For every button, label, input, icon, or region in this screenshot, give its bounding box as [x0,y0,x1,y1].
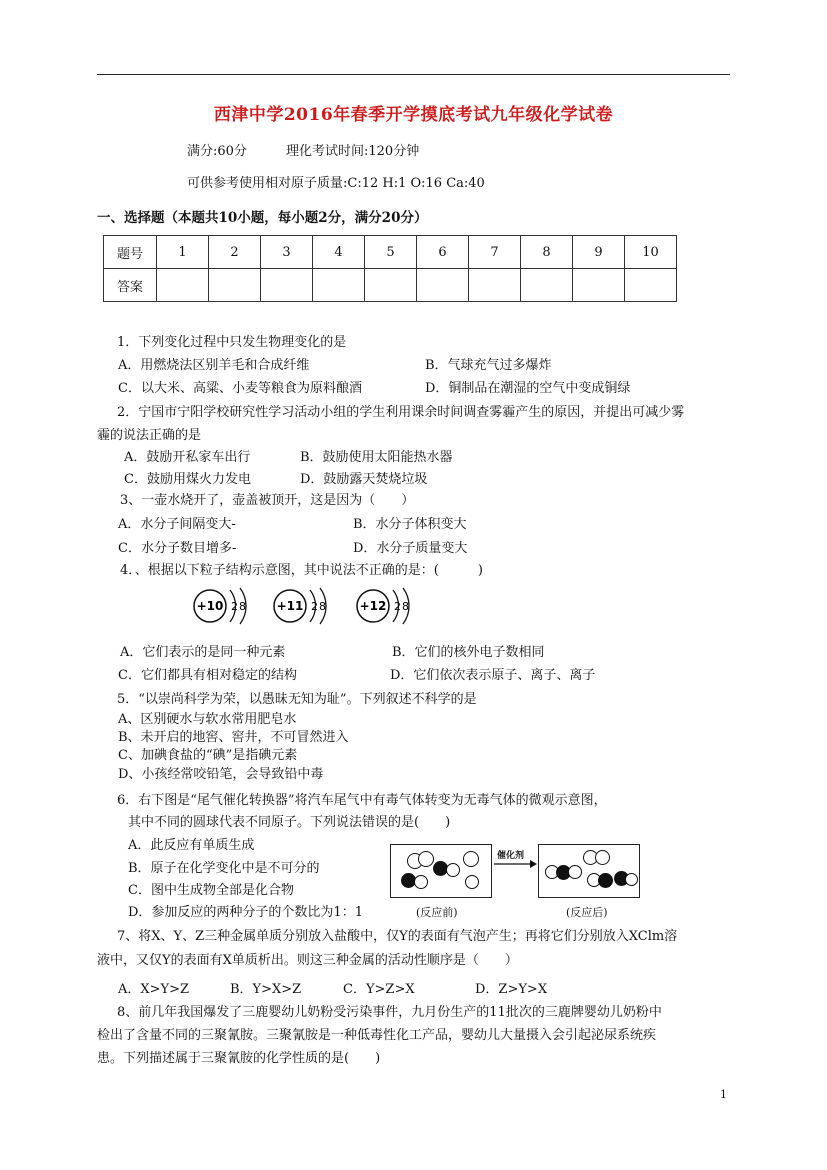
q7-option-d: D．Z>Y>X [475,982,548,997]
white-atom [625,873,638,886]
after-caption: (反应后) [566,906,608,919]
answer-cell[interactable] [573,269,625,302]
white-atom [568,865,582,879]
shell-count: 8 [239,600,246,613]
q5-option-a: A、区别硬水与软水常用肥皂水 [118,712,297,727]
q7-stem-1: 7、将X、Y、Z三种金属单质分别放入盐酸中，仅Y的表面有气泡产生；再将它们分别放入XClm溶 [117,929,678,944]
page-number: 1 [720,1088,727,1101]
shell-count: 8 [319,600,326,613]
white-atom [418,851,434,867]
q6-option-d: D．参加反应的两种分子的个数比为1：1 [128,905,363,920]
q7-stem-2: 液中，又仅Y的表面有X单质析出。则这三种金属的活动性顺序是（ ） [97,953,518,968]
header-rule [97,74,730,75]
q8-stem-3: 患。下列描述属于三聚氰胺的化学性质的是( ) [97,1051,381,1066]
white-atom [446,863,460,877]
table-row [104,236,677,269]
q1-option-c: C．以大米、高粱、小麦等粮食为原料酿酒 [118,381,362,396]
catalyst-label: 催化剂 [497,851,525,861]
q3-option-c: C．水分子数目增多- [118,541,237,556]
q3-stem: 3、一壶水烧开了，壶盖被顶开，这是因为（ ） [120,493,415,508]
black-atom [598,873,613,888]
q5-option-d: D、小孩经常咬铅笔，会导致铅中毒 [118,767,324,782]
table-row [104,269,677,302]
q2-option-a: A．鼓励开私家车出行 [124,450,251,465]
answer-cell[interactable] [417,269,469,302]
q2-stem-2: 霾的说法正确的是 [97,428,202,443]
shell-count: 2 [311,600,318,613]
q3-option-a: A．水分子间隔变大- [118,517,236,532]
q1-option-a: A．用燃烧法区别羊毛和合成纤维 [118,358,310,373]
atom-diagram-3 [353,584,413,628]
q5-option-c: C、加碘食盐的“碘”是指碘元素 [118,748,298,763]
q7-option-c: C．Y>Z>X [343,982,415,997]
q8-stem-1: 8、前几年我国爆发了三鹿婴幼儿奶粉受污染事件，九月份生产的11批次的三鹿牌婴幼儿奶粉中 [117,1005,662,1020]
q5-option-b: B、未开启的地窖、窖井，不可冒然进入 [118,730,349,745]
answer-cell[interactable] [521,269,573,302]
answer-cell[interactable] [313,269,365,302]
nucleus-label: +10 [196,599,224,613]
answer-cell[interactable] [625,269,677,302]
q8-stem-2: 检出了含量不同的三聚氰胺。三聚氰胺是一种低毒性化工产品，婴幼儿大量摄入会引起泌尿系统疾 [97,1028,657,1043]
white-atom [414,875,428,889]
table-cell: 9 [573,236,625,269]
before-caption: (反应前) [416,906,458,919]
q6-option-c: C．图中生成物全部是化合物 [128,883,294,898]
table-cell: 答案 [104,269,157,302]
table-cell: 3 [261,236,313,269]
table-cell: 10 [625,236,677,269]
white-atom [465,875,479,889]
table-cell: 8 [521,236,573,269]
exam-time: 理化考试时间:120分钟 [286,144,420,159]
table-cell: 4 [313,236,365,269]
q2-option-d: D．鼓励露天焚烧垃圾 [300,472,428,487]
q7-option-b: B．Y>X>Z [230,982,302,997]
q3-option-d: D．水分子质量变大 [353,541,468,556]
table-cell: 2 [209,236,261,269]
q4-option-c: C．它们都具有相对稳定的结构 [118,668,297,683]
shell-count: 2 [394,600,401,613]
q3-option-b: B．水分子体积变大 [353,517,467,532]
nucleus-label: +12 [359,599,387,613]
shell-count: 8 [402,600,409,613]
answer-cell[interactable] [365,269,417,302]
nucleus-label: +11 [276,599,304,613]
q1-option-b: B．气球充气过多爆炸 [425,358,552,373]
answer-cell[interactable] [209,269,261,302]
full-score: 满分:60分 [187,144,247,159]
answer-table [103,235,677,302]
table-cell: 6 [417,236,469,269]
page-title: 西津中学2016年春季开学摸底考试九年级化学试卷 [213,105,614,125]
q6-stem-1: 6．右下图是“尾气催化转换器”将汽车尾气中有毒气体转变为无毒气体的微观示意图， [117,793,607,808]
section-heading: 一、选择题（本题共10小题，每小题2分，满分20分） [97,210,428,226]
q4-stem: 4．、根据以下粒子结构示意图，其中说法不正确的是：( ) [120,563,483,578]
q1-option-d: D．铜制品在潮湿的空气中变成铜绿 [425,381,631,396]
shell-count: 2 [231,600,238,613]
answer-cell[interactable] [157,269,209,302]
q7-option-a: A．X>Y>Z [118,982,190,997]
q4-option-b: B．它们的核外电子数相同 [392,645,545,660]
q6-option-a: A．此反应有单质生成 [128,838,255,853]
white-atom [463,851,479,867]
table-cell: 题号 [104,236,157,269]
white-atom [595,850,610,865]
q2-stem-1: 2．宁国市宁阳学校研究性学习活动小组的学生利用课余时间调查雾霾产生的原因，并提出可减少雾 [117,405,685,420]
answer-cell[interactable] [261,269,313,302]
q6-option-b: B．原子在化学变化中是不可分的 [128,861,320,876]
atomic-mass-note: 可供参考使用相对原子质量:C:12 H:1 O:16 Ca:40 [187,176,485,191]
atom-diagram-1 [190,584,250,628]
q5-stem: 5．“以崇尚科学为荣，以愚昧无知为耻”。下列叙述不科学的是 [117,692,477,707]
q2-option-c: C．鼓励用煤火力发电 [124,472,251,487]
answer-cell[interactable] [469,269,521,302]
q6-stem-2: 其中不同的圆球代表不同原子。下列说法错误的是( ) [128,815,451,830]
table-cell: 5 [365,236,417,269]
q1-stem: 1．下列变化过程中只发生物理变化的是 [117,335,347,350]
q4-option-d: D．它们依次表示原子、离子、离子 [390,668,596,683]
q4-option-a: A．它们表示的是同一种元素 [120,645,286,660]
reaction-before-box [390,844,492,898]
table-cell: 1 [157,236,209,269]
q2-option-b: B．鼓励使用太阳能热水器 [300,450,453,465]
reaction-after-box [538,844,640,898]
reaction-arrow [492,858,538,870]
atom-diagram-2 [270,584,330,628]
table-cell: 7 [469,236,521,269]
